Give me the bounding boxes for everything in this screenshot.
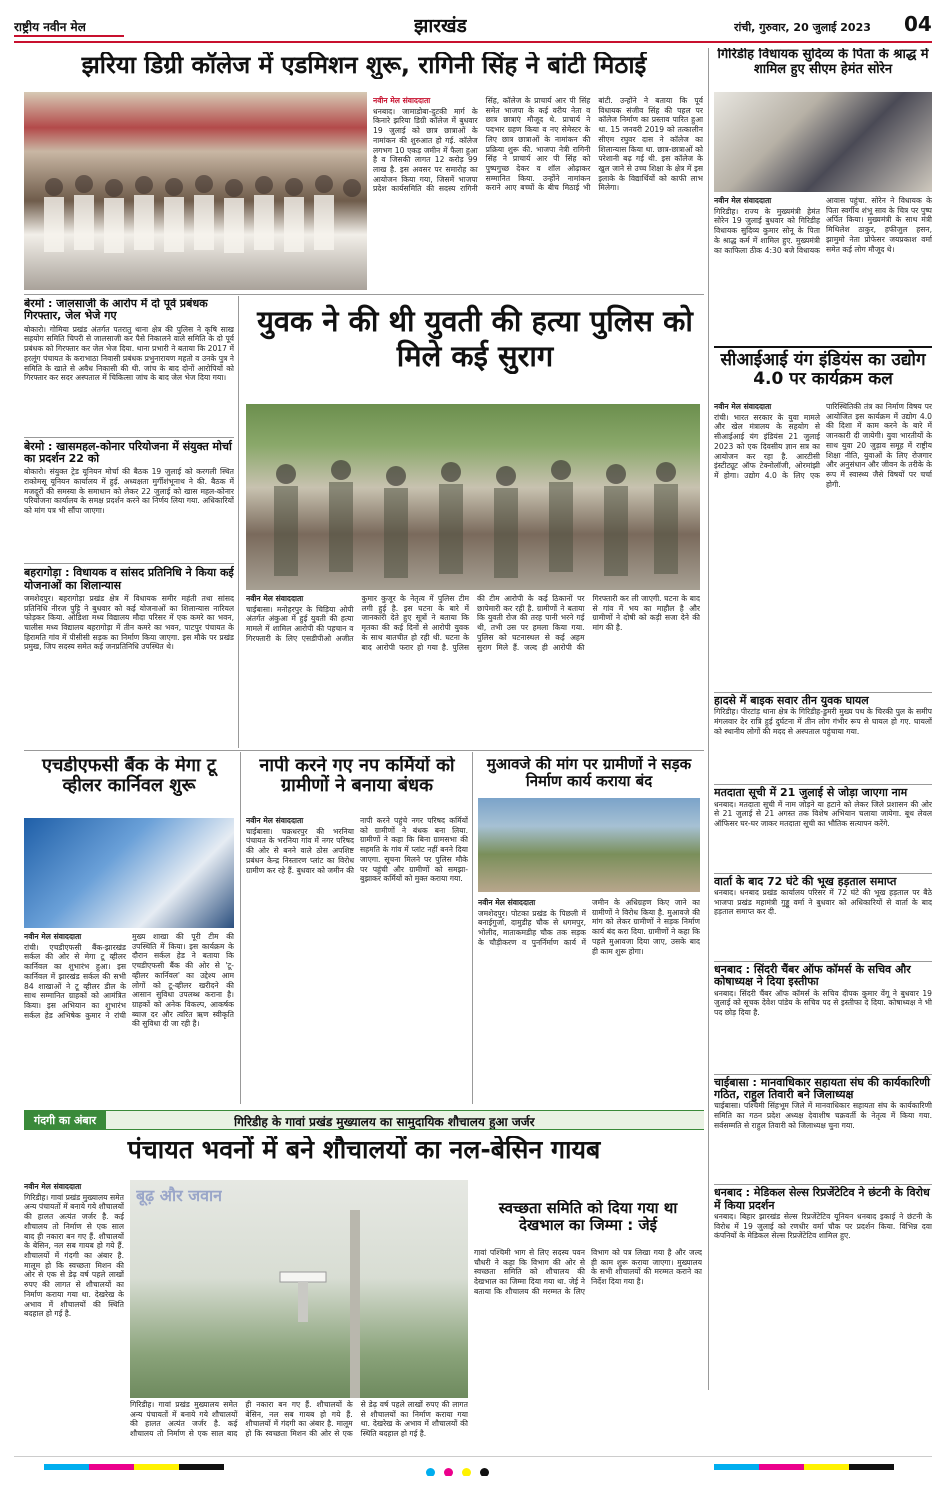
hdfc-headline: एचडीएफसी बैंक के मेगा टू व्हीलर कार्निवल शुरू: [42, 756, 216, 797]
hdfc-body: [24, 932, 234, 1102]
top-story-headline: झरिया डिग्री कॉलेज में एडमिशन शुरू, रागिनी सिंह ने बांटी मिठाई: [81, 52, 647, 79]
page-number: 04: [904, 12, 932, 36]
right-story2-body: धनबाद। मतदाता सूची में नाम जोड़ने या हटाने को लेकर जिले प्रशासन की ओर से 21 जुलाई से 21 अगस्त तक विशेष अभियान चलाया जायेगा. बूथ लेवल ऑफिसर घर-घर जाकर मतदाता सूची का भौतिक सत्यापन करेंगे.: [714, 799, 932, 829]
reg-dot-black: [480, 1468, 489, 1476]
murder-story-byline: नवीन मेल संवाददाता: [246, 594, 304, 603]
right-story5-body: चाईबासा। पश्चिमी सिंहभूम जिले में मानवाधिकार सहायता संघ के कार्यकारिणी समिति का गठन प्रदेश अध्यक्ष देवाशीष चक्रवर्ती के नेतृत्व में किया गया. सर्वसम्मति से राहुल तिवारी को जिलाध्यक्ष चुना गया.: [714, 1101, 932, 1130]
toilet-side-headline: स्वच्छता समिति को दिया गया था देखभाल का जिम्मा : जेई: [498, 1200, 678, 1234]
hdfc-byline: नवीन मेल संवाददाता: [24, 932, 82, 941]
right-story3-headline: वार्ता के बाद 72 घंटे की भूख हड़ताल समाप्त: [714, 873, 932, 888]
left-story3-headline: बहरागोड़ा : विधायक व सांसद प्रतिनिधि ने किया कई योजनाओं का शिलान्यास: [24, 563, 234, 592]
right-mid-headline: सीआईआई यंग इंडियंस का उद्योग 4.0 पर कार्यक्रम कल: [714, 346, 932, 389]
napi-headline: नापी करने गए नप कर्मियों को ग्रामीणों ने बनाया बंधक: [259, 756, 455, 797]
color-strip-right: [714, 1464, 894, 1470]
right-story1-headline: हादसे में बाइक सवार तीन युवक घायल: [714, 692, 932, 707]
column-rule-left: [238, 296, 239, 748]
right-story3-body: धनबाद। धनबाद प्रखंड कार्यालय परिसर में 72 घंटे की भूख हड़ताल पर बैठे भाजपा प्रखंड महामंत्री गुड्डू वर्मा ने बुधवार को अधिकारियों से वार्ता के बाद हड़ताल समाप्त कर दी.: [714, 887, 932, 917]
napi-byline: नवीन मेल संवाददाता: [246, 816, 304, 825]
paper-logo: राष्ट्रीय नवीन मेल: [14, 20, 86, 34]
murder-story-photo: [246, 404, 700, 590]
wall-graffiti: बूढ़ और जवान: [136, 1186, 222, 1205]
right-story4-headline: धनबाद : सिंदरी चैंबर ऑफ कॉमर्स के सचिव और कोषाध्यक्ष ने दिया इस्तीफा: [714, 961, 932, 989]
toilet-photo-caption-text: गिरिडीह। गावां प्रखंड मुख्यालय समेत अन्य पंचायतों में बनाये गये शौचालयों की हालत अत्यंत जर्जर है. कई शौचालय तो निर्माण से एक साल बाद ही नकारा बन गए हैं. शौचालयों के बेसिन, नल सब गायब हो गये हैं. शौचालयों में गंदगी का अंबार है. मालूम हो कि स्वच्छता मिशन की ओर से एक से डेढ़ वर्ष पहले लाखों रुपए की लागत से शौचालयों का निर्माण कराया गया था. देखरेख के अभाव में शौचालयों की स्थिति बदहाल हो गई है.: [130, 1400, 468, 1439]
reg-dot-magenta: [444, 1468, 453, 1476]
section-title: झारखंड: [414, 15, 467, 37]
basin-drawing: [130, 1180, 468, 1398]
top-story-text: धनबाद। जामाडोबा-दुटकी मार्ग के किनारे झरिया डिग्री कॉलेज में बुधवार 19 जुलाई को छात्र छात्राओं के नामांकन की शुरुआत हो गई. कॉलेज लगभग 10 एकड़ जमीन में फैला हुआ है व जिसकी लागत 12 करोड़ 99 लाख है. इस अवसर पर समारोह का आयोजन किया गया, जिसमें भाजपा प्रदेश कार्यसमिति की सदस्य रागिनी सिंह, कॉलेज के प्राचार्य आर पी सिंह समेत भाजपा के कई वरीय नेता व छात्र छात्राएं मौजूद थे. प्राचार्य ने पदभार ग्रहण किया व नए सेमेस्टर के लिए छात्र छात्राओं के नामांकन की प्रक्रिया शुरू की. भाजपा नेत्री रागिनी सिंह ने प्राचार्य आर पी सिंह को पुष्पगुच्छ देकर व शॉल ओढ़ाकर सम्मानित किया. उन्होंने नामांकन कराने आए बच्चों के बीच मिठाई भी बांटी. उन्होंने ने बताया कि पूर्व विधायक संजीव सिंह की पहल पर कॉलेज निर्माण का प्रस्ताव पारित हुआ था. 15 जनवरी 2019 को तत्कालीन सीएम रघुवर दास ने कॉलेज का शिलान्यास किया था. छात्र-छात्राओं को परेशानी बढ़ गई थी. इस कॉलेज के खुल जाने से उच्च शिक्षा के क्षेत्र में इस इलाके के विद्यार्थियों को काफी लाभ मिलेगा।: [373, 96, 703, 194]
section-band: [24, 1110, 704, 1130]
cm-photo: [714, 92, 932, 192]
mukhiya-headline: मुआवजे की मांग पर ग्रामीणों ने सड़क निर्माण कार्य कराया बंद: [486, 756, 692, 790]
hdfc-text: रांची। एचडीएफसी बैंक-झारखंड सर्कल की ओर से मेगा टू व्हीलर कार्निवल का शुभारंभ हुआ। इस कार्निवल में झारखंड सर्कल की सभी 84 शाखाओं ने टू व्हीलर डील के साथ सम्मानित ग्राहकों को आमंत्रित किया। इस अभियान का शुभारंभ सर्कल हेड अभिषेक कुमार ने रांची मुख्य शाखा की पूरी टीम की उपस्थिति में किया। इस कार्यक्रम के दौरान सर्कल हेड ने बताया कि एचडीएफसी बैंक की ओर से 'टू-व्हीलर कार्निवल' का उद्देश्य आम लोगों को टू-व्हीलर खरीदने की आसान सुविधा उपलब्ध कराना है। ग्राहकों को अनेक विकल्प, आकर्षक ब्याज दर और त्वरित ऋण स्वीकृति की सुविधा दी जा रही है।: [24, 932, 234, 1029]
mukhiya-text: जमशेदपुर। पोटका प्रखंड के पिछली में बनाईगुर्जा, दामुडीह चौक से धगमपुर, भोलीद, माताकमडीह चौक तक सड़क के चौड़ीकरण व पुनर्निर्माण कार्य में जमीन के अधिग्रहण किए जाने का ग्रामीणों ने विरोध किया है. मुआवजे की मांग को लेकर ग्रामीणों ने सड़क निर्माण कार्य बंद करा दिया. ग्रामीणों ने कहा कि पहले मुआवजा दिया जाए, उसके बाद ही काम शुरू होगा।: [478, 898, 700, 956]
band-headline: गिरिडीह के गावां प्रखंड मुख्यालय का सामुदायिक शौचालय हुआ जर्जर: [234, 1115, 535, 1129]
napi-text: चाईबासा। चक्रधरपुर की भरनिया पंचायत के भरनिया गांव में नगर परिषद की ओर से बनने वाले ठोस अपशिष्ट प्रबंधन केन्द्र निस्तारण प्लांट का विरोध ग्रामीण कर रहे हैं. बुधवार को जमीन की नापी करने पहुंचे नगर परिषद कर्मियों को ग्रामीणों ने बंधक बना लिया. ग्रामीणों ने कहा कि बिना ग्रामसभा की सहमति के गांव में प्लांट नहीं बनने दिया जाएगा. सूचना मिलने पर पुलिस मौके पर पहुंची और ग्रामीणों को समझा-बुझाकर कर्मियों को मुक्त कराया गया.: [246, 816, 468, 884]
mukhiya-photo: [478, 798, 700, 892]
masthead: [14, 8, 932, 40]
right-story6-headline: धनबाद : मेडिकल सेल्स रिप्रजेंटेटिव ने छंटनी के विरोध में किया प्रदर्शन: [714, 1184, 932, 1212]
right-top-body: [714, 196, 932, 300]
rule-mid: [24, 750, 704, 751]
column-rule-right: [708, 48, 709, 1390]
right-mid-body: [714, 402, 932, 688]
left-column: [24, 298, 234, 748]
left-story3-body: जमशेदपुर। बहरागोड़ा प्रखंड क्षेत्र में विधायक समीर महंती तथा सांसद प्रतिनिधि नीरज पुट्टि ने बुधवार को कई योजनाओं का शिलान्यास नारियल फोड़कर किया. ओडिशा मध्य विद्यालय मौदा परिसर में एक कमरे का भवन, चालीस मध्य विद्यालय बहरागोड़ा में तीन कमरे का भवन, पाटपुर पंचायत के हिरामति गांव में पीसीसी सड़क का निर्माण किया जाएगा. इस मौके पर प्रखंड प्रमुख, जिप सदस्य समेत कई जनप्रतिनिधि उपस्थित थे।: [24, 593, 234, 652]
reg-dot-cyan: [426, 1468, 435, 1476]
top-story-photo: [24, 92, 367, 290]
right-story6-body: धनबाद। बिहार झारखंड सेल्स रिप्रजेंटेटिव यूनियन धनबाद इकाई ने छंटनी के विरोध में 19 जुलाई को रणधीर वर्मा चौक पर प्रदर्शन किया. विभिन्न दवा कंपनियों के मेडिकल सेल्स रिप्रजेंटेटिव शामिल हुए.: [714, 1211, 932, 1241]
band-tag: गंदगी का अंबार: [24, 1111, 106, 1129]
toilet-story-text: गिरिडीह। गावां प्रखंड मुख्यालय समेत अन्य पंचायतों में बनाये गये शौचालयों की हालत अत्यंत जर्जर है. कई शौचालय तो निर्माण से एक साल बाद ही नकारा बन गए हैं. शौचालयों के बेसिन, नल सब गायब हो गये हैं. शौचालयों में गंदगी का अंबार है. मालूम हो कि स्वच्छता मिशन की ओर से एक से डेढ़ वर्ष पहले लाखों रुपए की लागत से शौचालयों का निर्माण कराया गया था. देखरेख के अभाव में शौचालयों की स्थिति बदहाल हो गई है.: [24, 1192, 124, 1319]
reg-dot-yellow: [462, 1468, 471, 1476]
toilet-story-byline: नवीन मेल संवाददाता: [24, 1182, 82, 1191]
murder-story-text: चाईबासा। मनोहरपुर के चिड़िया ओपी अंतर्गत अंकुआ में हुई युवती की हत्या मामले में शामिल आरोपी की पहचान व गिरफ्तारी के लिए एसडीपीओ अजीत कुमार कुजूर के नेतृत्व में पुलिस टीम लगी हुई है. इस घटना के बारे में जानकारी देते हुए सूत्रों ने बताया कि मृतका की कई दिनों से आरोपी युवक के साथ बातचीत हो रही थी. घटना के बाद आरोपी फरार हो गया है. पुलिस की टीम आरोपी के कई ठिकानों पर छापेमारी कर रही है. ग्रामीणों ने बताया कि युवती रोज की तरह पानी भरने गई थी, तभी उस पर हमला किया गया. पुलिस को घटनास्थल से कई अहम सुराग मिले हैं. जल्द ही आरोपी की गिरफ्तारी कर ली जाएगी. घटना के बाद से गांव में भय का माहौल है और ग्रामीणों ने दोषी को कड़ी सजा देने की मांग की है.: [246, 594, 700, 652]
column-rule-mid2: [472, 752, 473, 1104]
top-story-body: [373, 96, 703, 292]
toilet-side-body: गावां पश्चिमी भाग से लिए सदस्य पवन चौधरी ने कहा कि विभाग की ओर से स्वच्छता समिति को शौचालय की देखभाल का जिम्मा दिया गया था. जेई ने बताया कि शौचालय की मरम्मत के लिए विभाग को पत्र लिखा गया है और जल्द ही काम शुरू कराया जाएगा। मुख्यालय के सभी शौचालयों की मरम्मत कराने का निर्देश दिया गया है।: [474, 1248, 702, 1296]
right-top-text: गिरिडीह। राज्य के मुख्यमंत्री हेमंत सोरेन 19 जुलाई बुधवार को गिरिडीह विधायक सुदिव्य कुमार सोनू के पिता के श्राद्ध कर्म में शामिल हुए. मुख्यमंत्री का काफिला ठीक 4:30 बजे विधायक आवास पहुंचा. सोरेन ने विधायक के पिता स्वर्गीय शंभू साव के चित्र पर पुष्प अर्पित किया। मुख्यमंत्री के साथ मंत्री मिथिलेश ठाकुर, हफीजुल हसन, झामुमो नेता प्रोफेसर जयप्रकाश वर्मा समेत कई लोग मौजूद थे।: [714, 196, 932, 255]
mukhiya-body: [478, 898, 700, 1102]
right-story2-headline: मतदाता सूची में 21 जुलाई से जोड़ा जाएगा नाम: [714, 784, 932, 799]
right-mid-byline: नवीन मेल संवाददाता: [714, 402, 772, 411]
logo-underline: [14, 35, 124, 37]
toilet-photo: [130, 1180, 468, 1398]
top-story-byline: नवीन मेल संवाददाता: [373, 96, 431, 105]
right-mid-text: रांची। भारत सरकार के युवा मामले और खेल मंत्रालय के सहयोग से सीआईआई यंग इंडियंस 21 जुलाई 2023 को एक दिवसीय ज्ञान सत्र का आयोजन कर रहा है. आरटीसी इंस्टीट्यूट ऑफ टेक्नोलॉजी, ओरमांझी में होगा। उद्योग 4.0 के लिए एक पारिस्थितिकी तंत्र का निर्माण विषय पर आयोजित इस कार्यक्रम में उद्योग 4.0 की दिशा में काम करने के बारे में जानकारी दी जायेगी। युवा भारतीयों के साथ युवा 20 जुड़ाव समूह में राष्ट्रीय शिक्षा नीति, युवाओं के लिए रोजगार और अनुसंधान और जीवन के तरीके के रूप में स्वास्थ्य जैसे विषयों पर चर्चा होगी.: [714, 402, 932, 489]
hdfc-photo: [24, 818, 234, 928]
right-story5-headline: चाईबासा : मानवाधिकार सहायता संघ की कार्यकारिणी गठित, राहुल तिवारी बने जिलाध्यक्ष: [714, 1074, 932, 1102]
group-photo-figures: [24, 92, 367, 290]
left-story2-headline: बेरमो : खासमहल-कोनार परियोजना में संयुक्त मोर्चा का प्रदर्शन 22 को: [24, 437, 234, 466]
color-strip-left: [44, 1464, 224, 1470]
masthead-rule: [14, 41, 932, 43]
right-top-headline: गिरिडीह विधायक सुदिव्य के पिता के श्राद्ध में शामिल हुए सीएम हेमंत सोरेन: [717, 48, 929, 77]
dateline: रांची, गुरुवार, 20 जुलाई 2023: [734, 21, 871, 34]
right-story4-body: धनबाद। सिंदरी चैंबर ऑफ कॉमर्स के सचिव दीपक कुमार वेंगू ने बुधवार 19 जुलाई को सूचक देवेश पांडेय के सचिव पद से इस्तीफा दे दिया. कोषाध्यक्ष ने भी पद छोड़ दिया है.: [714, 988, 932, 1017]
right-story1-body: गिरिडीह। पीरटांड़ थाना क्षेत्र के गिरिडीह-डुमरी मुख्य पथ के चिरकी पुल के समीप मंगलवार देर रात्रि हुई दुर्घटना में तीन लोग गंभीर रूप से घायल हो गए. घायलों को स्थानीय लोगों की मदद से अस्पताल पहुंचाया गया.: [714, 707, 932, 736]
murder-story-headline: युवक ने की थी युवती की हत्या पुलिस को मिले कई सुराग: [257, 304, 693, 373]
police-group-figures: [246, 404, 700, 590]
rule-below-top: [24, 294, 704, 295]
mukhiya-byline: नवीन मेल संवाददाता: [478, 898, 536, 907]
murder-story-body: [246, 594, 700, 746]
registration-marks: [14, 1456, 932, 1476]
left-story2-body: बोकारो। संयुक्त ट्रेड यूनियन मोर्चा की बैठक 19 जुलाई को करगली स्थित राकोमसू यूनियन कार्यालय में हुई. अध्यक्षता मुर्गीशंभूनाथ ने की. बैठक में मजदूरों की समस्या के समाधान को लेकर 22 जुलाई को खास महल-कोनार परियोजना कार्यालय के समक्ष प्रदर्शन करने का निर्णय लिया गया. अधिकारियों को मांग पत्र भी सौंपा जाएगा।: [24, 467, 234, 516]
right-lower-column: [714, 692, 932, 1392]
toilet-story-body: [24, 1182, 124, 1444]
napi-body: [246, 816, 468, 1102]
left-story1-body: बोकारो। गोमिया प्रखंड अंतर्गत पतरातु थाना क्षेत्र की पुलिस ने कृषि साख सहयोग समिति चिपरी से जालसाजी कर पैसे निकालने वाले समिति के दो पूर्व प्रबंधक को गिरफ्तार कर जेल भेज दिया. थाना प्रभारी ने बताया कि 2017 में हरलूंग पंचायत के कराभाठा निवासी प्रबंधक प्रभुनारायण महतो व उनके पुत्र ने समिति के खाते से अवैध निकासी की थी. जांच के बाद दोनों आरोपियों को गिरफ्तार कर सदर अस्पताल में चिकित्सा जांच के बाद जेल भेज दिया गया।: [24, 324, 234, 383]
toilet-story-headline: पंचायत भवनों में बने शौचालयों का नल-बेसिन गायब: [127, 1136, 601, 1164]
right-top-byline: नवीन मेल संवाददाता: [714, 196, 772, 205]
left-story1-headline: बेरमो : जालसाजी के आरोप में दो पूर्व प्रबंधक गिरफ्तार, जेल भेजे गए: [24, 298, 208, 323]
column-rule-mid1: [240, 752, 241, 1104]
